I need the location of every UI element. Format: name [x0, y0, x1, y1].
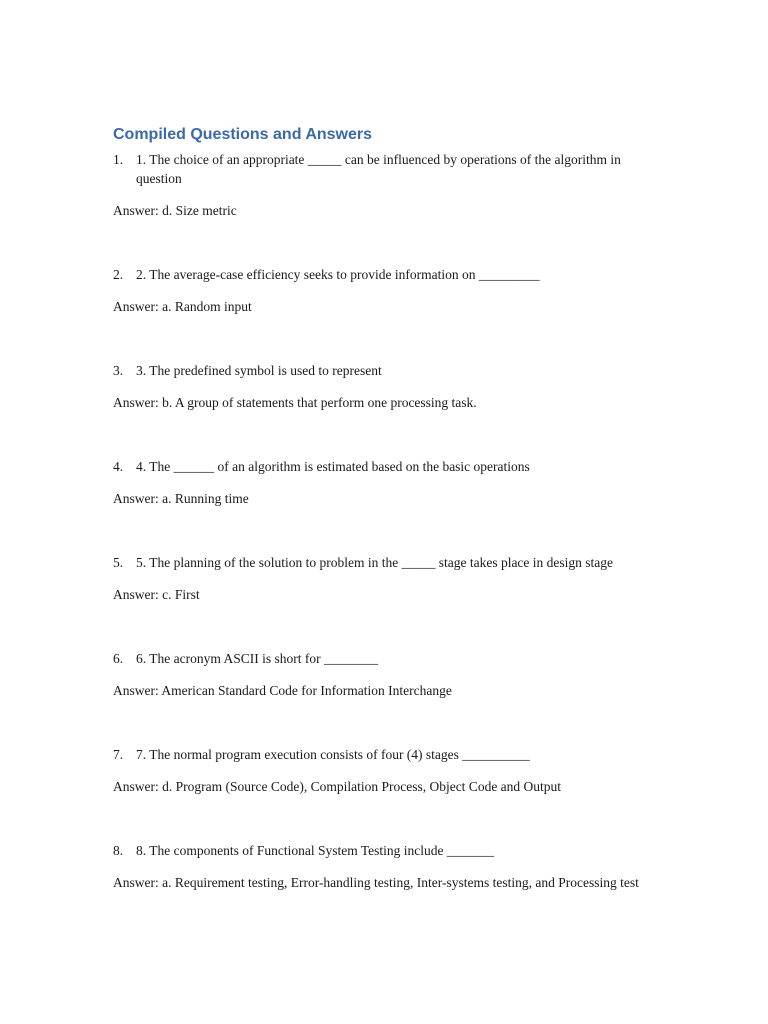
answer-text: Answer: a. Running time: [113, 491, 249, 506]
question: [113, 361, 668, 380]
question: [113, 841, 668, 860]
qa-item-7: [113, 745, 668, 796]
question-text: 1. The choice of an appropriate _____ can be influenced by operations of the algorithm in question: [136, 152, 621, 186]
question-number: 1.: [113, 152, 124, 167]
qa-item-2: [113, 265, 668, 316]
question-text: 4. The ______ of an algorithm is estimated based on the basic operations: [136, 459, 530, 474]
question-number: 7.: [113, 747, 124, 762]
qa-item-5: [113, 553, 668, 604]
question: [113, 553, 668, 572]
question: [113, 745, 668, 764]
answer-text: Answer: a. Requirement testing, Error-handling testing, Inter-systems testing, and Processing test: [113, 875, 639, 890]
question-text: 3. The predefined symbol is used to represent: [136, 363, 382, 378]
question-text: 8. The components of Functional System Testing include _______: [136, 843, 495, 858]
qa-item-3: [113, 361, 668, 412]
question-number: 8.: [113, 843, 124, 858]
question-text: 5. The planning of the solution to problem in the _____ stage takes place in design stage: [136, 555, 614, 570]
question-number: 5.: [113, 555, 124, 570]
answer-text: Answer: c. First: [113, 587, 200, 602]
answer-text: Answer: American Standard Code for Information Interchange: [113, 683, 452, 698]
qa-item-6: [113, 649, 668, 700]
qa-item-4: [113, 457, 668, 508]
question-text: 7. The normal program execution consists of four (4) stages __________: [136, 747, 530, 762]
document-title: Compiled Questions and Answers: [113, 126, 373, 143]
answer-text: Answer: b. A group of statements that perform one processing task.: [113, 395, 477, 410]
answer-text: Answer: a. Random input: [113, 299, 252, 314]
question: [113, 457, 668, 476]
question-number: 2.: [113, 267, 124, 282]
answer-text: Answer: d. Program (Source Code), Compilation Process, Object Code and Output: [113, 779, 562, 794]
qa-item-8: [113, 841, 668, 892]
question-text: 6. The acronym ASCII is short for ________: [136, 651, 378, 666]
answer-text: Answer: d. Size metric: [113, 203, 237, 218]
question: [113, 649, 668, 668]
question: [113, 150, 668, 188]
question-number: 6.: [113, 651, 124, 666]
question-number: 3.: [113, 363, 124, 378]
qa-item-1: [113, 150, 668, 220]
question: [113, 265, 668, 284]
question-text: 2. The average-case efficiency seeks to provide information on _________: [136, 267, 540, 282]
question-number: 4.: [113, 459, 124, 474]
